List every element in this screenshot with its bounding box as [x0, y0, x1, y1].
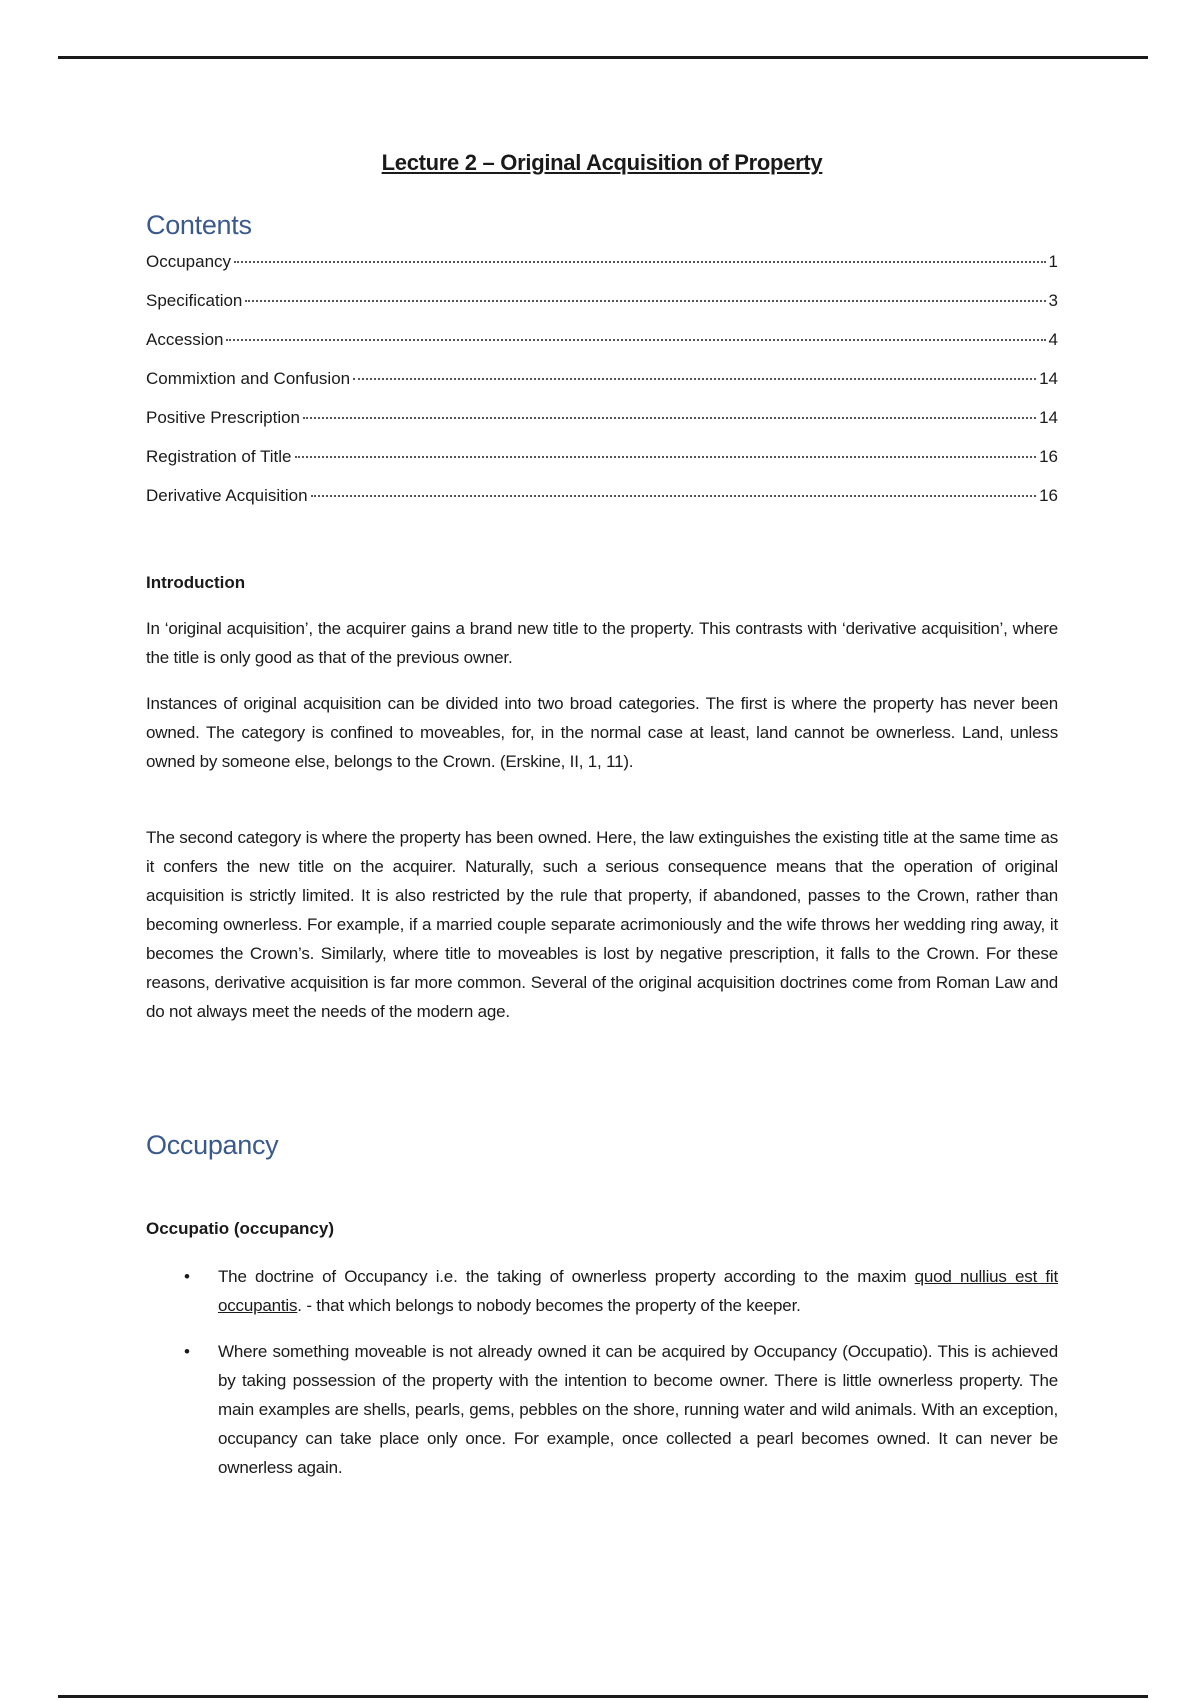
bullet-icon: •: [184, 1342, 190, 1361]
intro-paragraph: Instances of original acquisition can be divided into two broad categories. The first is where the property has never been owned. The category is confined to moveables, for, in the normal case at least, land cannot be ownerless. Land, unless owned by someone else, belongs to the Crown. (Erskine, II, 1, 11).: [146, 694, 1058, 771]
toc-leader: [226, 339, 1045, 341]
toc-entry[interactable]: [146, 252, 1058, 291]
toc-leader: [245, 300, 1045, 302]
toc-entry[interactable]: [146, 291, 1058, 330]
toc-label: Commixtion and Confusion: [146, 369, 351, 388]
toc-label: Positive Prescription: [146, 408, 301, 427]
toc-entry[interactable]: [146, 486, 1058, 525]
document-title: Lecture 2 – Original Acquisition of Property: [381, 150, 823, 175]
latin-maxim: occupantis: [218, 1296, 298, 1315]
toc-page: 14: [1039, 369, 1058, 388]
toc-entry[interactable]: [146, 330, 1058, 369]
toc-leader: [311, 495, 1037, 497]
bullet-text: The doctrine of Occupancy i.e. the taking of ownerless property according to the maxim: [218, 1267, 915, 1286]
toc-page: 16: [1039, 447, 1058, 466]
toc-entry[interactable]: [146, 408, 1058, 447]
introduction-heading: Introduction: [146, 573, 246, 592]
toc-leader: [295, 456, 1037, 458]
table-of-contents: [146, 252, 1058, 525]
toc-leader: [303, 417, 1036, 419]
footer-rule: [58, 1695, 1148, 1698]
toc-label: Registration of Title: [146, 447, 292, 466]
toc-page: 1: [1048, 252, 1058, 271]
header-rule: [58, 56, 1148, 59]
toc-label: Accession: [146, 330, 224, 349]
toc-label: Specification: [146, 291, 243, 310]
toc-page: 4: [1048, 330, 1058, 349]
intro-paragraph: The second category is where the property has been owned. Here, the law extinguishes the existing title at the same time as it confers the new title on the acquirer. Naturally, such a serious consequence means that the operation of original acquisition is strictly limited. It is also restricted by the rule that property, if abandoned, passes to the Crown, rather than becoming ownerless. For example, if a married couple separate acrimoniously and the wife throws her wedding ring away, it becomes the Crown’s. Similarly, where title to moveables is lost by negative prescription, it falls to the Crown. For these reasons, derivative acquisition is far more common. Several of the original acquisition doctrines come from Roman Law and do not always meet the needs of the modern age.: [146, 828, 1058, 1021]
bullet-text: . - that which belongs to nobody becomes the property of the keeper.: [297, 1296, 801, 1315]
bullet-item: [146, 1337, 1058, 1482]
occupancy-heading: Occupancy: [146, 1130, 279, 1160]
toc-leader: [234, 261, 1045, 263]
occupatio-subheading: Occupatio (occupancy): [146, 1219, 334, 1238]
bullet-item: [146, 1262, 1058, 1320]
toc-entry[interactable]: [146, 369, 1058, 408]
toc-label: Occupancy: [146, 252, 232, 271]
toc-page: 14: [1039, 408, 1058, 427]
intro-paragraph: In ‘original acquisition’, the acquirer gains a brand new title to the property. This contrasts with ‘derivative acquisition’, where the title is only good as that of the previous owner.: [146, 619, 1058, 667]
toc-label: Derivative Acquisition: [146, 486, 308, 505]
toc-page: 16: [1039, 486, 1058, 505]
toc-page: 3: [1048, 291, 1058, 310]
latin-maxim: quod nullius est fit: [914, 1267, 1058, 1286]
bullet-text: Where something moveable is not already owned it can be acquired by Occupancy (Occupatio). This is achieved by taking possession of the property with the intention to become owner. There is little ownerless property. The main examples are shells, pearls, gems, pebbles on the shore, running water and wild animals. With an exception, occupancy can take place only once. For example, once collected a pearl becomes owned. It can never be ownerless again.: [218, 1342, 1058, 1477]
contents-heading: Contents: [146, 210, 252, 240]
bullet-icon: •: [184, 1267, 190, 1286]
occupancy-bullets: [146, 1262, 1058, 1499]
toc-leader: [353, 378, 1036, 380]
toc-entry[interactable]: [146, 447, 1058, 486]
